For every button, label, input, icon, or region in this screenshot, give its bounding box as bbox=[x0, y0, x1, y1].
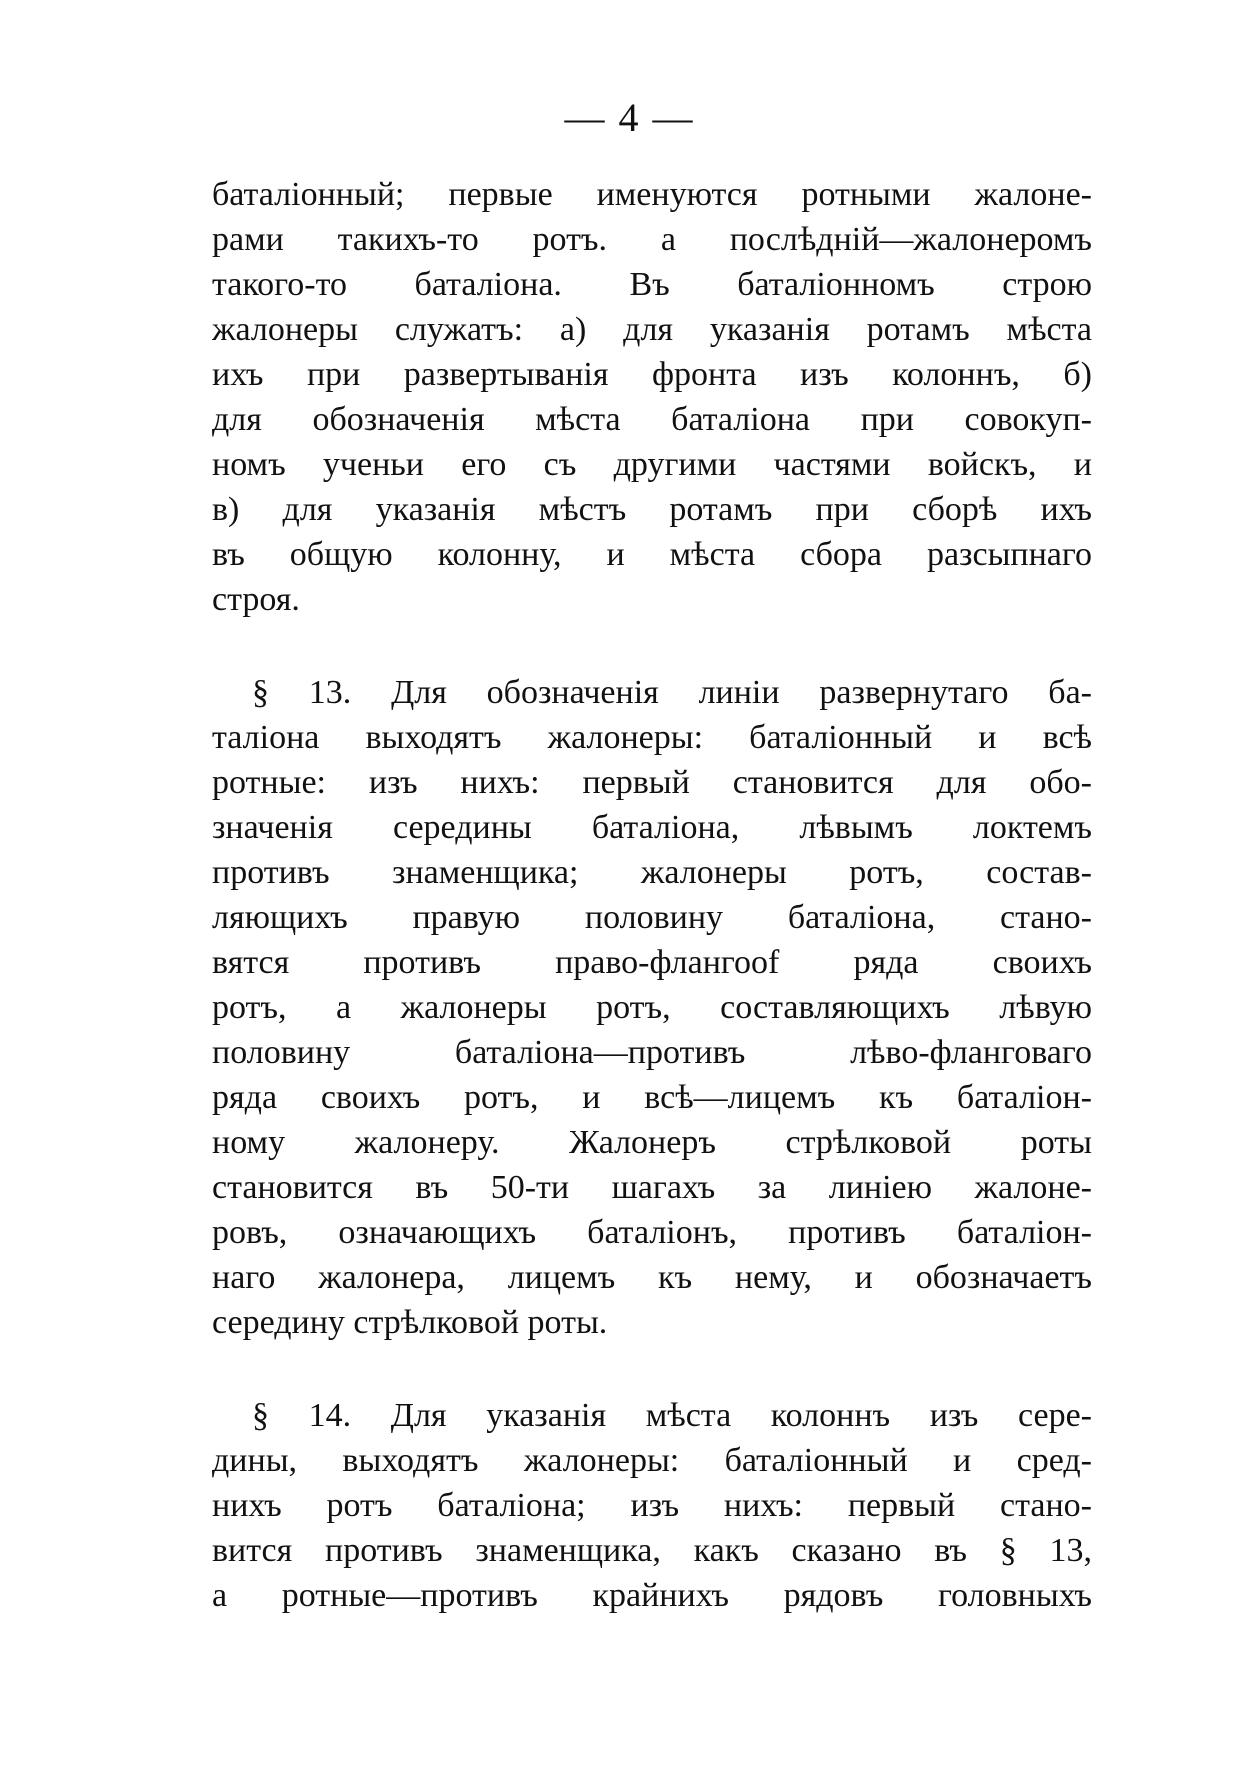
page-number: — 4 — bbox=[564, 95, 695, 140]
text-line: вятся противъ право-флангоof ряда своихъ bbox=[212, 944, 1092, 981]
text-line: наго жалонера, лицемъ къ нему, и обозначаетъ bbox=[212, 1259, 1092, 1296]
text-line: рами такихъ-то ротъ. а послѣдній—жалонеромъ bbox=[212, 221, 1092, 258]
paragraph bbox=[212, 172, 1092, 622]
text-line: дины, выходятъ жалонеры: баталіонный и сред- bbox=[212, 1442, 1092, 1479]
text-line: баталіонный; первые именуются ротными жалоне- bbox=[212, 176, 1092, 213]
text-line: противъ знаменщика; жалонеры ротъ, состав- bbox=[212, 854, 1092, 891]
text-line: строя. bbox=[212, 581, 300, 618]
text-line: ляющихъ правую половину баталіона, стано- bbox=[212, 899, 1092, 936]
text-line: § 13. Для обозначенія линіи развернутаго ба- bbox=[252, 674, 1092, 711]
text-line: а ротные—противъ крайнихъ рядовъ головныхъ bbox=[212, 1577, 1092, 1614]
text-line: номъ ученьи его съ другими частями войскъ, и bbox=[212, 446, 1092, 483]
text-line: ряда своихъ ротъ, и всѣ—лицемъ къ баталіон- bbox=[212, 1079, 1092, 1116]
text-line: значенія середины баталіона, лѣвымъ локтемъ bbox=[212, 809, 1092, 846]
text-line: для обозначенія мѣста баталіона при совокуп- bbox=[212, 401, 1092, 438]
paragraph bbox=[212, 1393, 1092, 1618]
text-line: ротные: изъ нихъ: первый становится для обо- bbox=[212, 764, 1092, 801]
paragraph bbox=[212, 670, 1092, 1345]
text-line: середину стрѣлковой роты. bbox=[212, 1304, 608, 1341]
text-line: § 14. Для указанія мѣста колоннъ изъ сере- bbox=[252, 1397, 1092, 1434]
paragraph-gap bbox=[212, 622, 1092, 670]
text-line: половину баталіона—противъ лѣво-фланговаго bbox=[212, 1034, 1092, 1071]
text-line: вится противъ знаменщика, какъ сказано въ § 13, bbox=[212, 1532, 1092, 1569]
text-line: таліона выходятъ жалонеры: баталіонный и всѣ bbox=[212, 719, 1092, 756]
text-line: нихъ ротъ баталіона; изъ нихъ: первый стано- bbox=[212, 1487, 1092, 1524]
text-line: в) для указанія мѣстъ ротамъ при сборѣ ихъ bbox=[212, 491, 1092, 528]
text-line: ихъ при развертыванія фронта изъ колоннъ, б) bbox=[212, 356, 1092, 393]
text-line: становится въ 50-ти шагахъ за линіею жалоне- bbox=[212, 1169, 1092, 1206]
text-line: жалонеры служатъ: а) для указанія ротамъ мѣста bbox=[212, 311, 1092, 348]
paragraph-gap bbox=[212, 1345, 1092, 1393]
text-line: ному жалонеру. Жалонеръ стрѣлковой роты bbox=[212, 1124, 1092, 1161]
text-line: въ общую колонну, и мѣста сбора разсыпнаго bbox=[212, 536, 1092, 573]
text-line: такого-то баталіона. Въ баталіонномъ строю bbox=[212, 266, 1092, 303]
text-line: ровъ, означающихъ баталіонъ, противъ баталіон- bbox=[212, 1214, 1092, 1251]
page-body bbox=[212, 172, 1092, 1618]
text-line: ротъ, а жалонеры ротъ, составляющихъ лѣвую bbox=[212, 989, 1092, 1026]
